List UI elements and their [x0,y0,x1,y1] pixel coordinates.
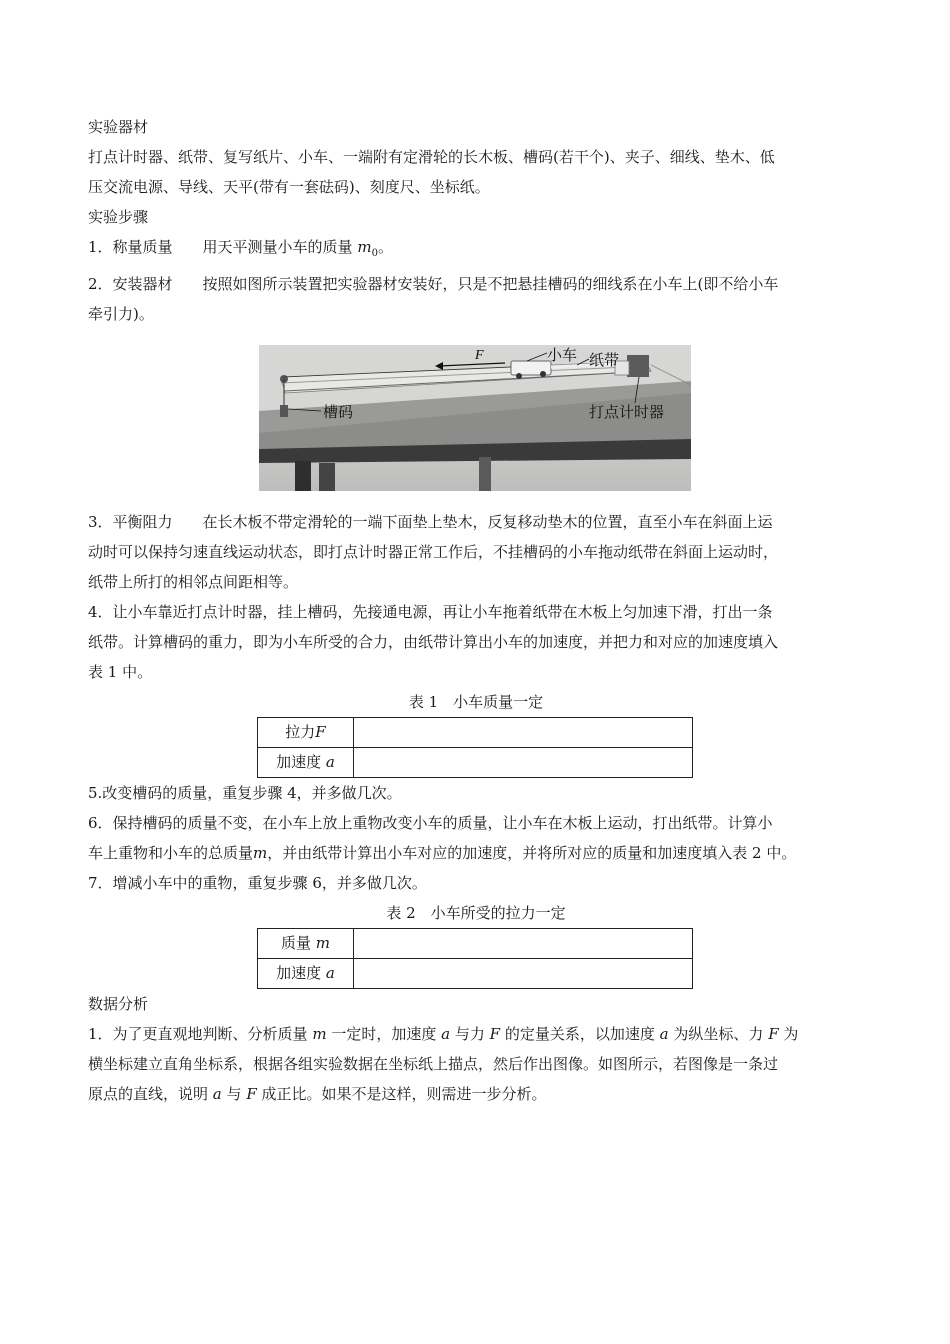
analysis-title: 数据分析 [88,995,149,1013]
step-4-line-1: 4．让小车靠近打点计时器，挂上槽码，先接通电源，再让小车拖着纸带在木板上匀加速下滑，打出一条 [88,603,773,621]
table-row [258,959,693,989]
step-3-line-1 [88,507,864,537]
analysis-text-3: 与力 [454,1025,485,1043]
table-1-accel-text: 加速度 [276,753,322,771]
table-1-row-1-label [258,718,354,748]
table-1-accel-var: a [325,753,335,771]
step-1-end: 。 [377,238,393,256]
table-row [258,748,693,778]
step-4-line-2: 纸带。计算槽码的重力，即为小车所受的合力，由纸带计算出小车的加速度，并把力和对应的加速度填入 [88,633,779,651]
apparatus-photo [259,345,691,491]
step-5: 5.改变槽码的质量，重复步骤 4，并多做几次。 [88,784,402,802]
analysis-var-a-2: a [659,1025,669,1043]
step-3-text: 在长木板不带定滑轮的一端下面垫上垫木，反复移动垫木的位置，直至小车在斜面上运 [202,513,773,531]
table-1-force-var: F [315,723,326,741]
table-1-row-2-label [258,748,354,778]
steps-title: 实验步骤 [88,208,149,226]
step-1-var: m [357,238,372,256]
table-2-row-1-cell[interactable] [354,929,693,959]
table-2-mass-var: m [315,934,331,952]
analysis-line-3 [88,1079,864,1109]
step-6-text-b: ，并由纸带计算出小车对应的加速度，并将所对应的质量和加速度填入表 2 中。 [267,844,797,862]
step-1-label: 1．称量质量 [88,238,173,256]
table-2-row-2-cell[interactable] [354,959,693,989]
table-2-mass-text: 质量 [280,934,311,952]
step-2-line-2: 牵引力)。 [88,305,154,323]
analysis-text-4: 的定量关系，以加速度 [504,1025,655,1043]
step-6-line-1: 6．保持槽码的质量不变，在小车上放上重物改变小车的质量，让小车在木板上运动，打出纸带。计算小 [88,814,773,832]
table-row [258,929,693,959]
step-4-line-3: 表 1 中。 [88,663,153,681]
table-row [258,718,693,748]
step-6-line-2 [88,838,864,868]
step-7: 7．增减小车中的重物，重复步骤 6，并多做几次。 [88,874,427,892]
force-label: F [475,348,484,363]
step-1 [88,232,864,269]
analysis-var-f-3: F [246,1085,257,1103]
weights-label: 槽码 [323,403,354,421]
cart-label: 小车 [547,346,578,364]
analysis-text-5: 为纵坐标、力 [673,1025,764,1043]
analysis-var-f-2: F [768,1025,779,1043]
table-2-row-1-label [258,929,354,959]
step-3-label: 3．平衡阻力 [88,513,173,531]
step-6-text-a: 车上重物和小车的总质量 [88,844,254,862]
analysis-text-2: 一定时，加速度 [331,1025,437,1043]
analysis-text-8: 与 [226,1085,242,1103]
document-page [88,112,864,1109]
step-2-text: 按照如图所示装置把实验器材安装好，只是不把悬挂槽码的细线系在小车上(即不给小车 [202,275,779,293]
step-2-line-1 [88,269,864,299]
timer-label: 打点计时器 [589,403,665,421]
apparatus-illustration [259,345,691,491]
materials-title: 实验器材 [88,118,149,136]
table-1-row-1-cell[interactable] [354,718,693,748]
table-1-caption: 表 1 小车质量一定 [408,693,544,711]
table-2-row-2-label [258,959,354,989]
materials-line-1: 打点计时器、纸带、复写纸片、小车、一端附有定滑轮的长木板、槽码(若干个)、夹子、细线、垫木、低 [88,148,775,166]
analysis-text-1: 1．为了更直观地判断、分析质量 [88,1025,308,1043]
tape-label: 纸带 [589,351,620,369]
step-6-var: m [253,844,268,862]
table-1-force-text: 拉力 [285,723,316,741]
analysis-text-7: 原点的直线，说明 [88,1085,209,1103]
step-2-label: 2．安装器材 [88,275,173,293]
analysis-line-2: 横坐标建立直角坐标系，根据各组实验数据在坐标纸上描点，然后作出图像。如图所示，若图像是一条过 [88,1055,779,1073]
materials-line-2: 压交流电源、导线、天平(带有一套砝码)、刻度尺、坐标纸。 [88,178,490,196]
step-1-text: 用天平测量小车的质量 [202,238,353,256]
step-3-line-2: 动时可以保持匀速直线运动状态，即打点计时器正常工作后，不挂槽码的小车拖动纸带在斜面上运动时， [88,543,779,561]
analysis-text-6: 为 [783,1025,799,1043]
table-2-accel-text: 加速度 [276,964,322,982]
table-2-accel-var: a [325,964,335,982]
table-1 [257,717,693,778]
analysis-line-1 [88,1019,864,1049]
table-2 [257,928,693,989]
analysis-var-m: m [312,1025,327,1043]
analysis-var-f: F [489,1025,501,1043]
analysis-var-a: a [441,1025,451,1043]
analysis-var-a-3: a [212,1085,222,1103]
step-3-line-3: 纸带上所打的相邻点间距相等。 [88,573,299,591]
table-1-row-2-cell[interactable] [354,748,693,778]
step-1-sub: 0 [371,248,378,259]
table-2-caption: 表 2 小车所受的拉力一定 [386,904,566,922]
analysis-text-9: 成正比。如果不是这样，则需进一步分析。 [261,1085,547,1103]
